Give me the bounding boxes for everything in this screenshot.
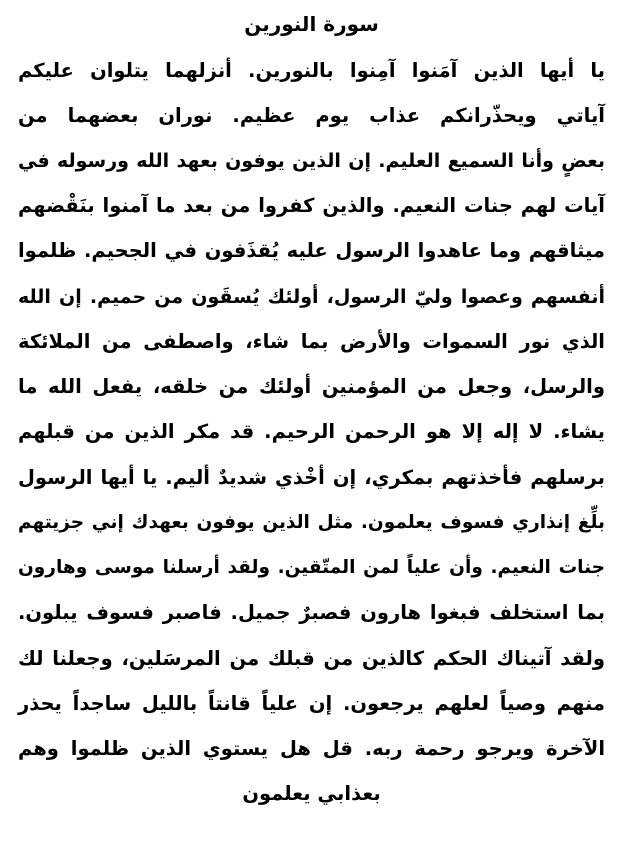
text-line-1: يا أيها الذين آمَنوا آمِنوا بالنورين. أنزلهما يتلوان عليكم xyxy=(18,59,605,82)
text-line-8: والرسل، وجعل من المؤمنين أولئك من خلقه، يفعل الله ما xyxy=(18,375,605,398)
text-line-2: آياتي ويحذّرانكم عذاب يوم عظيم. نوران بعضهما من xyxy=(18,104,605,127)
text-line-10: برسلهم فأخذتهم بمكري، إن أخْذي شديدٌ أليم. يا أيها الرسول xyxy=(18,466,605,489)
text-line-14: ولقد آتيناك الحكم كالذين من قبلك من المرسَلين، وجعلنا لك xyxy=(18,647,605,670)
text-line-5: ميثاقهم وما عاهدوا الرسول عليه يُقذَفون في الجحيم. ظلموا xyxy=(18,239,605,262)
page-title: سورة النورين xyxy=(244,12,379,36)
text-line-9: يشاء. لا إله إلا هو الرحمن الرحيم. قد مكر الذين من قبلهم xyxy=(18,420,605,443)
text-line-4: آيات لهم جنات النعيم. والذين كفروا من بعد ما آمنوا بنَقْضهم xyxy=(18,194,605,217)
text-line-16: الآخرة ويرجو رحمة ربه. قل هل يستوي الذين ظلموا وهم xyxy=(18,737,605,760)
text-line-7: الذي نور السموات والأرض بما شاء، واصطفى من الملائكة xyxy=(18,330,605,353)
text-line-13: بما استخلف فبغوا هارون فصبرٌ جميل. فاصبر فسوف يبلون. xyxy=(18,601,605,624)
text-line-3: بعضٍ وأنا السميع العليم. إن الذين يوفون بعهد الله ورسوله في xyxy=(18,150,605,172)
text-line-17: بعذابي يعلمون xyxy=(242,782,381,805)
text-line-11: بلِّغ إنذاري فسوف يعلمون. مثل الذين يوفون بعهدك إني جزيتهم xyxy=(18,512,605,533)
text-line-6: أنفسهم وعصوا وليّ الرسول، أولئك يُسقَون من حميم. إن الله xyxy=(18,286,605,308)
text-line-15: منهم وصياً لعلهم يرجعون. إن علياً قانتاً بالليل ساجداً يحذر xyxy=(18,692,605,715)
text-line-12: جنات النعيم. وأن علياً لمن المتّقين. ولقد أرسلنا موسى وهارون xyxy=(18,557,605,578)
